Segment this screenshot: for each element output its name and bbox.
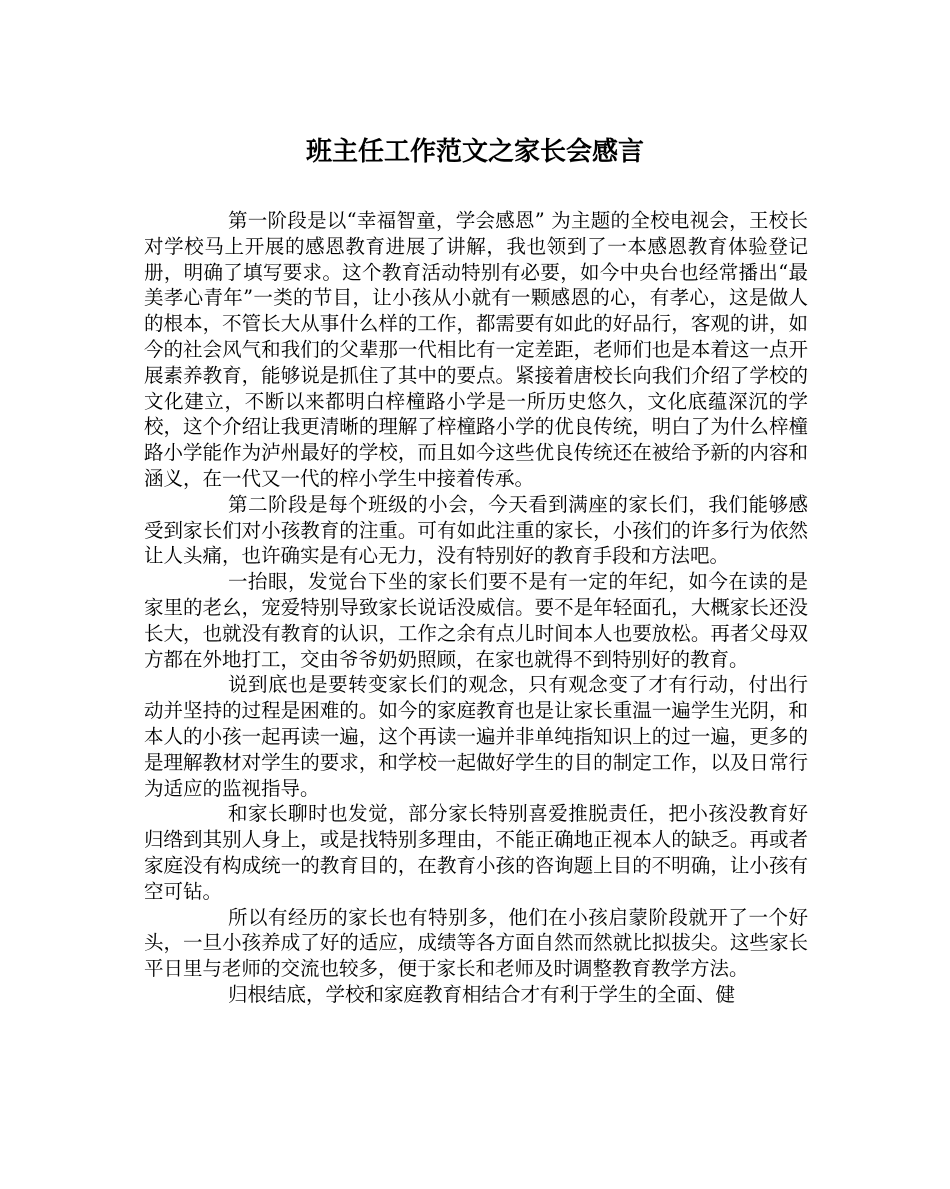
paragraph-1: 第一阶段是以“幸福智童，学会感恩” 为主题的全校电视会，王校长对学校马上开展的感恩教育进展了讲解，我也领到了一本感恩教育体验登记册，明确了填写要求。这个教育活动特别有必要，如今中央台也经常播出“最美孝心青年”一类的节目，让小孩从小就有一颗感恩的心，有孝心，这是做人的根本，不管长大从事什么样的工作，都需要有如此的好品行，客观的讲，如今的社会风气和我们的父辈那一代相比有一定差距，老师们也是本着这一点开展素养教育，能够说是抓住了其中的要点。紧接着唐校长向我们介绍了学校的文化建立，不断以来都明白梓橦路小学是一所历史悠久，文化底蕴深沉的学校，这个介绍让我更清晰的理解了梓橦路小学的优良传统，明白了为什么梓橦路小学能作为泸州最好的学校，而且如今这些优良传统还在被给予新的内容和涵义，在一代又一代的梓小学生中接着传承。 [144, 209, 808, 490]
paragraph-2: 第二阶段是每个班级的小会，今天看到满座的家长们，我们能够感受到家长们对小孩教育的注重。可有如此注重的家长，小孩们的许多行为依然让人头痛，也许确实是有心无力，没有特别好的教育手段和方法吧。 [144, 492, 808, 568]
paragraph-4: 说到底也是要转变家长们的观念，只有观念变了才有行动，付出行动并坚持的过程是困难的。如今的家庭教育也是让家长重温一遍学生光阴，和本人的小孩一起再读一遍，这个再读一遍并非单纯指知识上的过一遍，更多的是理解教材对学生的要求，和学校一起做好学生的目的制定工作，以及日常行为适应的监视指导。 [144, 673, 808, 800]
paragraph-7: 归根结底，学校和家庭教育相结合才有利于学生的全面、健 [228, 982, 736, 1006]
paragraph-5: 和家长聊时也发觉，部分家长特别喜爱推脱责任，把小孩没教育好归绺到其别人身上，或是找特别多理由，不能正确地正视本人的缺乏。再或者家庭没有构成统一的教育目的，在教育小孩的咨询题上目的不明确，让小孩有空可钻。 [144, 802, 808, 903]
document-body [144, 208, 808, 1008]
paragraph-3: 一抬眼，发觉台下坐的家长们要不是有一定的年纪，如今在读的是家里的老幺，宠爱特别导致家长说话没威信。要不是年轻面孔，大概家长还没长大，也就没有教育的认识，工作之余有点儿时间本人也要放松。再者父母双方都在外地打工，交由爷爷奶奶照顾，在家也就得不到特别好的教育。 [144, 570, 808, 671]
document-title: 班主任工作范文之家长会感言 [305, 137, 644, 167]
paragraph-6: 所以有经历的家长也有特别多，他们在小孩启蒙阶段就开了一个好头，一旦小孩养成了好的适应，成绩等各方面自然而然就比拟拔尖。这些家长平日里与老师的交流也较多，便于家长和老师及时调整教育教学方法。 [144, 905, 808, 981]
